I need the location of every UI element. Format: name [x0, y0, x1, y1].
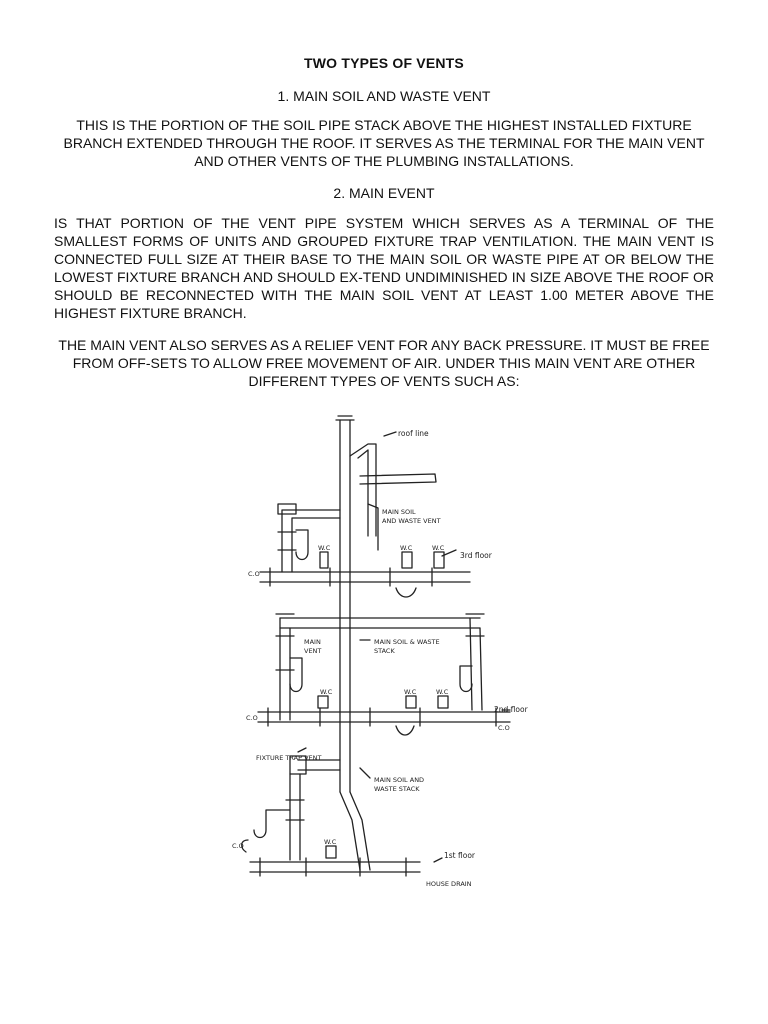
main-soil-stack-pipe	[340, 420, 350, 792]
label-second-floor: 2nd floor	[494, 705, 528, 714]
label-main-vent-2: VENT	[304, 647, 322, 655]
plumbing-vent-diagram	[210, 400, 570, 920]
label-wc-2a: W.C	[320, 688, 333, 696]
label-wc-1: W.C	[324, 838, 337, 846]
label-wc-3c: W.C	[432, 544, 445, 552]
section1-heading: 1. MAIN SOIL AND WASTE VENT	[277, 88, 491, 104]
label-main-soil-stack-1: MAIN SOIL & WASTE	[374, 638, 440, 646]
label-house-drain: HOUSE DRAIN	[426, 880, 472, 888]
label-main-soil-waste-stack-2: WASTE STACK	[374, 785, 420, 793]
label-first-floor: 1st floor	[444, 851, 475, 860]
label-co-2: C.O	[246, 714, 258, 722]
plumbing-diagram-svg	[210, 400, 570, 920]
label-co-1: C.O	[232, 842, 244, 850]
label-wc-3b: W.C	[400, 544, 413, 552]
label-wc-2c: W.C	[436, 688, 449, 696]
section1-paragraph: THIS IS THE PORTION OF THE SOIL PIPE STACK ABOVE THE HIGHEST INSTALLED FIXTURE BRANCH EXTENDED THROUGH THE ROOF. IT SERVES AS THE TERMINAL FOR THE MAIN VENT AND OTHER VENTS OF THE PLUMBING INSTALLATIONS.	[63, 117, 705, 169]
label-wc-3a: W.C	[318, 544, 331, 552]
section2-heading: 2. MAIN EVENT	[333, 185, 435, 201]
document-title: TWO TYPES OF VENTS	[304, 55, 464, 71]
label-fixture-trap-vent: FIXTURE TRAP VENT	[256, 754, 322, 762]
section2-paragraph-2: THE MAIN VENT ALSO SERVES AS A RELIEF VENT FOR ANY BACK PRESSURE. IT MUST BE FREE FROM OFF-SETS TO ALLOW FREE MOVEMENT OF AIR. UNDER THIS MAIN VENT ARE OTHER DIFFERENT TYPES OF VENTS SUCH AS:	[58, 337, 710, 389]
label-main-vent-1: MAIN	[304, 638, 321, 646]
label-main-soil-waste-stack-1: MAIN SOIL AND	[374, 776, 425, 784]
label-co-3: C.O	[248, 570, 260, 578]
label-main-soil-stack-2: STACK	[374, 647, 395, 655]
label-roof-line: roof line	[398, 429, 429, 438]
label-wc-2b: W.C	[404, 688, 417, 696]
label-co-2b: C.O	[498, 724, 510, 732]
section2-paragraph: IS THAT PORTION OF THE VENT PIPE SYSTEM WHICH SERVES AS A TERMINAL OF THE SMALLEST FORMS OF UNITS AND GROUPED FIXTURE TRAP VENTILATION. THE MAIN VENT IS CONNECTED FULL SIZE AT THEIR BASE TO THE MAIN SOIL OR WASTE PIPE AT OR BELOW THE LOWEST FIXTURE BRANCH AND SHOULD EX-TEND UNDIMINISHED IN SIZE ABOVE THE ROOF OR SHOULD BE RECONNECTED WITH THE MAIN SOIL VENT AT LEAST 1.00 METER ABOVE THE HIGHEST FIXTURE BRANCH.	[54, 215, 714, 321]
label-main-soil-vent-2: AND WASTE VENT	[382, 517, 441, 525]
label-main-soil-vent-1: MAIN SOIL	[382, 508, 416, 516]
label-third-floor: 3rd floor	[460, 551, 492, 560]
